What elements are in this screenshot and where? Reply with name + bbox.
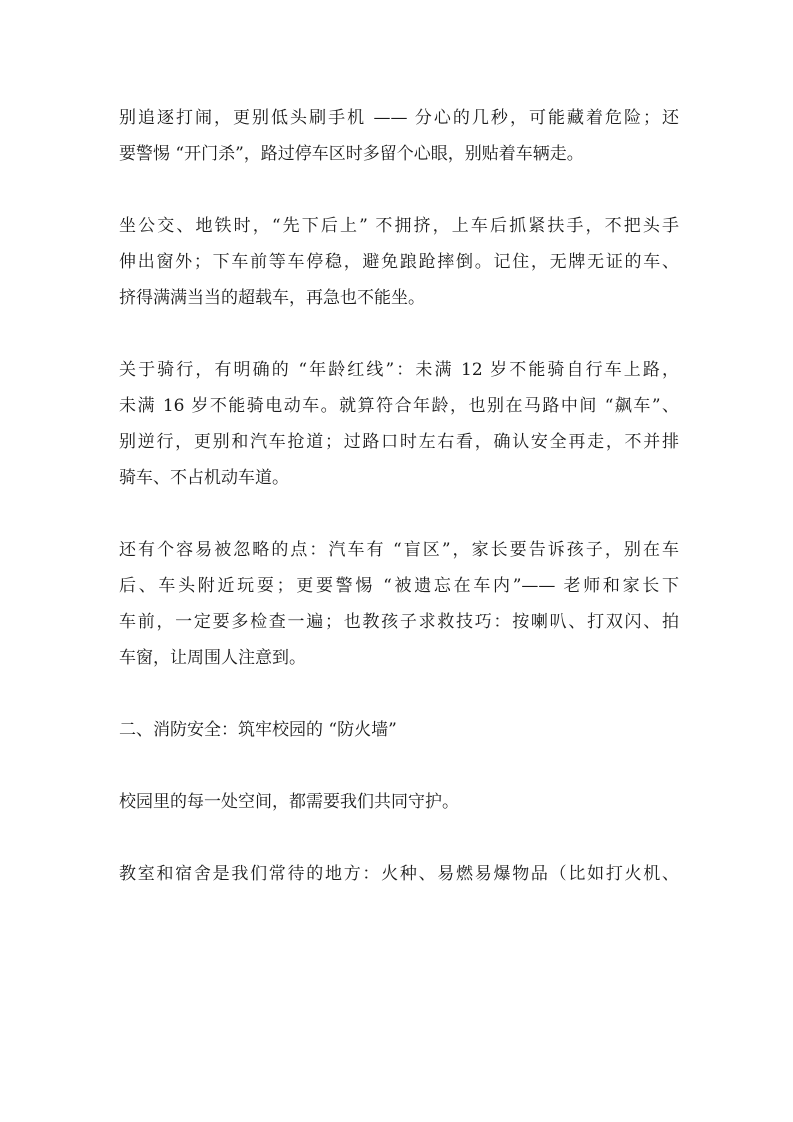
paragraph-walking-safety bbox=[119, 100, 679, 172]
text-line: 挤得满满当当的超载车，再急也不能坐。 bbox=[119, 288, 425, 308]
paragraph-public-transport bbox=[119, 208, 679, 316]
text-line: 后、车头附近玩耍；更要警惕 “被遗忘在车内”—— 老师和家长下 bbox=[119, 576, 679, 596]
text-line: 伸出窗外；下车前等车停稳，避免踉跄摔倒。记住，无牌无证的车、 bbox=[119, 252, 679, 272]
heading-text: 二、消防安全：筑牢校园的 “防火墙” bbox=[119, 720, 397, 740]
paragraph-spacer bbox=[119, 316, 679, 352]
paragraph-spacer bbox=[119, 496, 679, 532]
text-line: 别追逐打闹，更别低头刷手机 —— 分心的几秒，可能藏着危险；还 bbox=[119, 108, 679, 128]
paragraph-car-blind-spot bbox=[119, 532, 679, 676]
paragraph-spacer bbox=[119, 820, 679, 856]
paragraph-campus-spaces bbox=[119, 784, 679, 820]
document-body bbox=[119, 100, 679, 892]
text-line: 未满 16 岁不能骑电动车。就算符合年龄，也别在马路中间 “飙车”、 bbox=[119, 396, 679, 416]
section-heading-fire-safety bbox=[119, 712, 679, 748]
text-line: 校园里的每一处空间，都需要我们共同守护。 bbox=[119, 792, 459, 812]
paragraph-spacer bbox=[119, 676, 679, 712]
text-line: 关于骑行，有明确的 “年龄红线”：未满 12 岁不能骑自行车上路， bbox=[119, 360, 679, 380]
text-line: 要警惕 “开门杀”，路过停车区时多留个心眼，别贴着车辆走。 bbox=[119, 144, 584, 164]
paragraph-cycling bbox=[119, 352, 679, 496]
paragraph-classroom-dorm bbox=[119, 856, 679, 892]
paragraph-spacer bbox=[119, 748, 679, 784]
paragraph-spacer bbox=[119, 172, 679, 208]
text-line: 别逆行，更别和汽车抢道；过路口时左右看，确认安全再走，不并排 bbox=[119, 432, 679, 452]
text-line: 坐公交、地铁时，“先下后上” 不拥挤，上车后抓紧扶手，不把头手 bbox=[119, 216, 679, 236]
text-line: 骑车、不占机动车道。 bbox=[119, 468, 289, 488]
text-line: 教室和宿舍是我们常待的地方：火种、易燃易爆物品（比如打火机、 bbox=[119, 864, 679, 884]
text-line: 还有个容易被忽略的点：汽车有 “盲区”，家长要告诉孩子，别在车 bbox=[119, 540, 679, 560]
text-line: 车前，一定要多检查一遍；也教孩子求救技巧：按喇叭、打双闪、拍 bbox=[119, 612, 679, 632]
text-line: 车窗，让周围人注意到。 bbox=[119, 648, 306, 668]
